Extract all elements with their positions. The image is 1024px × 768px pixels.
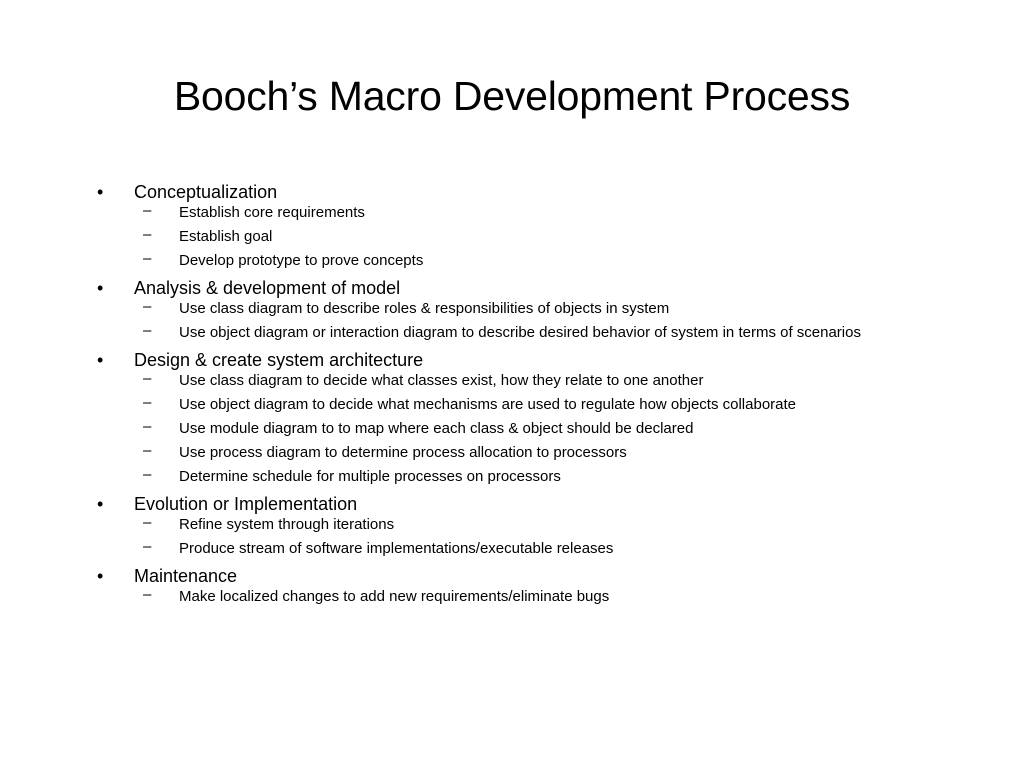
- sub-list-item: [134, 394, 896, 416]
- dash-icon: –: [143, 250, 152, 267]
- dash-icon: –: [143, 418, 152, 435]
- dash-icon: –: [143, 538, 152, 555]
- list-item: [96, 492, 896, 560]
- sub-list-item: [134, 202, 896, 224]
- dash-icon: –: [143, 514, 152, 531]
- sub-list-item: [134, 466, 896, 488]
- sub-list-item-label: Make localized changes to add new requirements/eliminate bugs: [179, 588, 610, 605]
- sub-list-item: [134, 370, 896, 392]
- sub-list-item-label: Use process diagram to determine process allocation to processors: [179, 444, 627, 461]
- dash-icon: –: [143, 466, 152, 483]
- list-item: [96, 276, 896, 344]
- dash-icon: –: [143, 298, 152, 315]
- sub-list-item: [134, 418, 896, 440]
- bullet-icon: •: [97, 182, 104, 202]
- sub-list-item: [134, 586, 896, 608]
- list-item-label: Maintenance: [134, 566, 238, 586]
- list-item: [96, 348, 896, 488]
- sub-list-item-label: Use class diagram to decide what classes exist, how they relate to one another: [179, 372, 704, 389]
- slide-title: Booch’s Macro Development Process: [173, 73, 851, 119]
- sub-list-item: [134, 226, 896, 248]
- slide-content: [96, 180, 896, 612]
- dash-icon: –: [143, 442, 152, 459]
- sub-list-item: [134, 250, 896, 272]
- sub-list-item-label: Produce stream of software implementations/executable releases: [179, 540, 614, 557]
- dash-icon: –: [143, 394, 152, 411]
- dash-icon: –: [143, 586, 152, 603]
- sub-list-item: [134, 514, 896, 536]
- sub-list: [134, 586, 896, 608]
- bullet-icon: •: [97, 350, 104, 370]
- sub-list-item: [134, 298, 896, 320]
- sub-list-item-label: Establish core requirements: [179, 204, 365, 221]
- sub-list-item: [134, 538, 896, 560]
- sub-list-item-label: Determine schedule for multiple processes on processors: [179, 468, 561, 485]
- sub-list: [134, 514, 896, 560]
- sub-list-item: [134, 322, 896, 344]
- list-item-label: Analysis & development of model: [134, 278, 401, 298]
- sub-list-item-label: Use class diagram to describe roles & responsibilities of objects in system: [179, 300, 670, 317]
- sub-list-item-label: Use object diagram or interaction diagram to describe desired behavior of system in terms of scenarios: [179, 324, 861, 341]
- list-item-label: Evolution or Implementation: [134, 494, 358, 514]
- dash-icon: –: [143, 322, 152, 339]
- bullet-icon: •: [97, 566, 104, 586]
- sub-list-item: [134, 442, 896, 464]
- list-item-label: Design & create system architecture: [134, 350, 424, 370]
- dash-icon: –: [143, 226, 152, 243]
- sub-list-item-label: Develop prototype to prove concepts: [179, 252, 424, 269]
- sub-list: [134, 370, 896, 488]
- sub-list-item-label: Use module diagram to to map where each class & object should be declared: [179, 420, 694, 437]
- bullet-list: [96, 180, 896, 608]
- bullet-icon: •: [97, 494, 104, 514]
- list-item: [96, 564, 896, 608]
- list-item: [96, 180, 896, 272]
- sub-list: [134, 298, 896, 344]
- sub-list-item-label: Establish goal: [179, 228, 273, 245]
- dash-icon: –: [143, 202, 152, 219]
- bullet-icon: •: [97, 278, 104, 298]
- dash-icon: –: [143, 370, 152, 387]
- sub-list: [134, 202, 896, 272]
- sub-list-item-label: Use object diagram to decide what mechanisms are used to regulate how objects collaborate: [179, 396, 797, 413]
- list-item-label: Conceptualization: [134, 182, 278, 202]
- sub-list-item-label: Refine system through iterations: [179, 516, 395, 533]
